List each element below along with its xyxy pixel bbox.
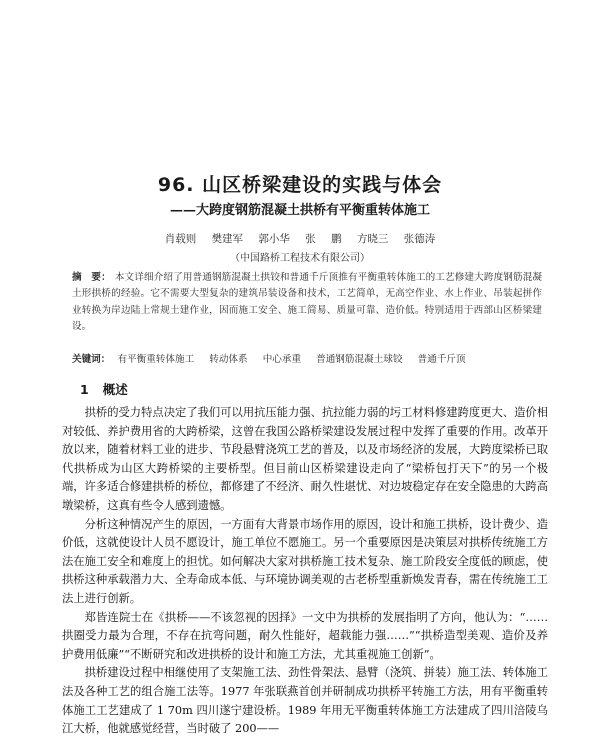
keyword: 中心承重 — [262, 354, 302, 365]
author-name: 肖载则 — [164, 233, 197, 245]
article-subtitle: ——大跨度钢筋混凝土拱桥有平衡重转体施工 — [169, 203, 430, 218]
body-text — [62, 404, 548, 739]
abstract-text: 本文详细介绍了用普通钢筋混凝土拱铰和普通千斤顶推有平衡重转体施工的工艺修建大跨度钢筋混凝土形拱桥的经验。它不需要大型复杂的建筑吊装设备和技术，工艺简单，无高空作业、水上作业、吊装起拼作业转换为岸边陆上常规土建作业，因而施工安全、施工简易、质量可靠、造价低。特别适用于西部山区桥梁建设。 — [72, 272, 542, 332]
body-paragraph: 拱桥的受力特点决定了我们可以用抗压能力强、抗拉能力弱的圬工材料修建跨度更大、造价相对较低、养护费用省的大跨桥梁，这曾在我国公路桥梁建设发展过程中发挥了重要的作用。改革开放以来，随着材料工业的进步、节段悬臂浇筑工艺的普及，以及市场经济的发展，大跨度梁桥已取代拱桥成为山区大跨桥梁的主要桥型。但目前山区桥梁建设走向了“梁桥包打天下”的另一个极端，许多适合修建拱桥的桥位，都修建了不经济、耐久性堪忧、对边坡稳定存在安全隐患的大跨高墩梁桥，这真有些令人感到遗憾。 — [62, 406, 548, 512]
section-number: 1 — [80, 382, 89, 397]
abstract-label: 摘 要： — [72, 272, 111, 283]
author-name: 张德涛 — [403, 233, 436, 245]
keywords-block — [72, 352, 542, 368]
author-name: 樊建军 — [211, 233, 244, 245]
keyword: 转动体系 — [209, 354, 248, 365]
author-affiliation: （中国路桥工程技术有限公司） — [230, 253, 370, 264]
article-title: 96. 山区桥梁建设的实践与体会 — [157, 174, 443, 196]
body-paragraph: 分析这种情况产生的原因，一方面有大背景市场作用的原因，设计和施工拱桥，设计费少、造价低，这就使设计人员不愿设计，施工单位不愿施工。另一个重要原因是决策层对拱桥传统施工方法在施工安全和难度上的担忧。如何解决大家对拱桥施工技术复杂、施工阶段安全度低的顾虑，使拱桥这种承载潜力大、全寿命成本低、与环境协调美观的古老桥型重新焕发青春，需在传统施工工法上进行创新。 — [62, 517, 548, 605]
section-heading — [80, 380, 128, 398]
keyword: 普通钢筋混凝土球铰 — [316, 354, 403, 365]
section-title: 概述 — [102, 382, 128, 397]
author-name: 郭小华 — [258, 233, 290, 245]
author-name: 方晓三 — [356, 233, 389, 245]
author-name: 张 鹏 — [305, 233, 342, 245]
abstract-block — [72, 270, 542, 335]
author-list — [0, 231, 600, 246]
body-paragraph: 郑皆连院士在《拱桥——不该忽视的因择》一文中为拱桥的发展指明了方向，他认为：“……拱圈受力最为合理，不存在抗弯问题，耐久性能好，超载能力强……”“拱桥造型美观、造价及养护费用低廉”“不断研究和改进拱桥的设计和施工方法，尤其重视施工创新”。 — [62, 610, 548, 661]
keyword: 普通千斤顶 — [417, 354, 466, 365]
keyword: 有平衡重转体施工 — [117, 354, 195, 365]
keywords-label: 关键词： — [72, 354, 111, 365]
body-paragraph: 拱桥建设过程中相继使用了支架施工法、劲性骨架法、悬臂（浇筑、拼装）施工法、转体施工法及各种工艺的组合施工法等。1977 年张联燕首创并研制成功拱桥平转施工方法，用有平衡重转体施工工艺建成了 1 70m 四川遂宁建设桥。1989 年用无平衡重转体施工方法建成了四川涪陵乌江大桥，他就感觉经营，当时破了 200—— — [62, 666, 548, 736]
